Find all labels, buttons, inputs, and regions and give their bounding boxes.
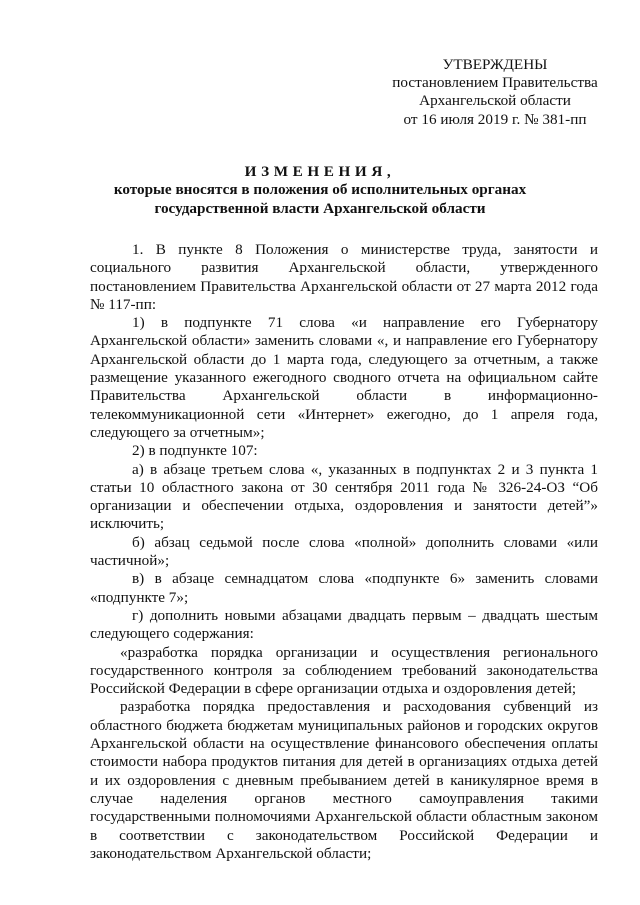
approval-title: УТВЕРЖДЕНЫ (442, 56, 548, 73)
paragraph: г) дополнить новыми абзацами двадцать первым – двадцать шестым следующего содержания: (90, 606, 598, 643)
paragraph: 1) в подпункте 71 слова «и направление его Губернатору Архангельской области» заменить словами «, и направление его Губернатору Архангельской области до 1 марта года, следующего за отчетным, а также размещение указанного ежегодного сводного отчета на официальном сайте Правительства Архангельской области в информационно-телекоммуникационной сети «Интернет» ежегодно, до 1 апреля года, следующего за отчетным»; (90, 314, 598, 441)
approval-line: Архангельской области (419, 92, 571, 110)
title-subtitle: государственной власти Архангельской области (154, 199, 486, 217)
approval-stamp (380, 56, 610, 129)
paragraph: 1. В пункте 8 Положения о министерстве труда, занятости и социального развития Архангельской области, утвержденного постановлением Правительства Архангельской области от 27 марта 2012 года № 117-пп: (90, 241, 598, 313)
approval-date: от 16 июля 2019 г. № 381-пп (403, 110, 587, 128)
document-title (90, 163, 550, 218)
document-body (90, 241, 598, 863)
paragraph: разработка порядка предоставления и расходования субвенций из областного бюджета бюджетам муниципальных районов и городских округов Архангельской области на осуществление финансового обеспечения оплаты стоимости набора продуктов питания для детей в организациях отдыха детей и их оздоровления с дневным пребыванием детей в каникулярное время в случае наделения органов местного самоуправления такими государственными полномочиями Архангельской области областным законом в соответствии с законодательством Российской Федерации и законодательством Архангельской области; (90, 698, 598, 862)
paragraph: 2) в подпункте 107: (132, 442, 258, 460)
paragraph: б) абзац седьмой после слова «полной» дополнить словами «или частичной»; (90, 533, 598, 570)
paragraph: «разработка порядка организации и осуществления регионального государственного контроля за соблюдением требований законодательства Российской Федерации в сфере организации отдыха и оздоровления детей; (90, 643, 598, 698)
approval-line: постановлением Правительства (392, 74, 598, 92)
paragraph: а) в абзаце третьем слова «, указанных в подпунктах 2 и 3 пункта 1 статьи 10 областного закона от 30 сентября 2011 года № 326-24-ОЗ “Об организации и обеспечении отдыха, оздоровления и занятости детей”» исключить; (90, 460, 598, 533)
title-heading: ИЗМЕНЕНИЯ, (244, 163, 396, 180)
paragraph: в) в абзаце семнадцатом слова «подпункте 6» заменить словами «подпункте 7»; (90, 570, 598, 606)
title-subtitle: которые вносятся в положения об исполнительных органах (113, 181, 527, 199)
